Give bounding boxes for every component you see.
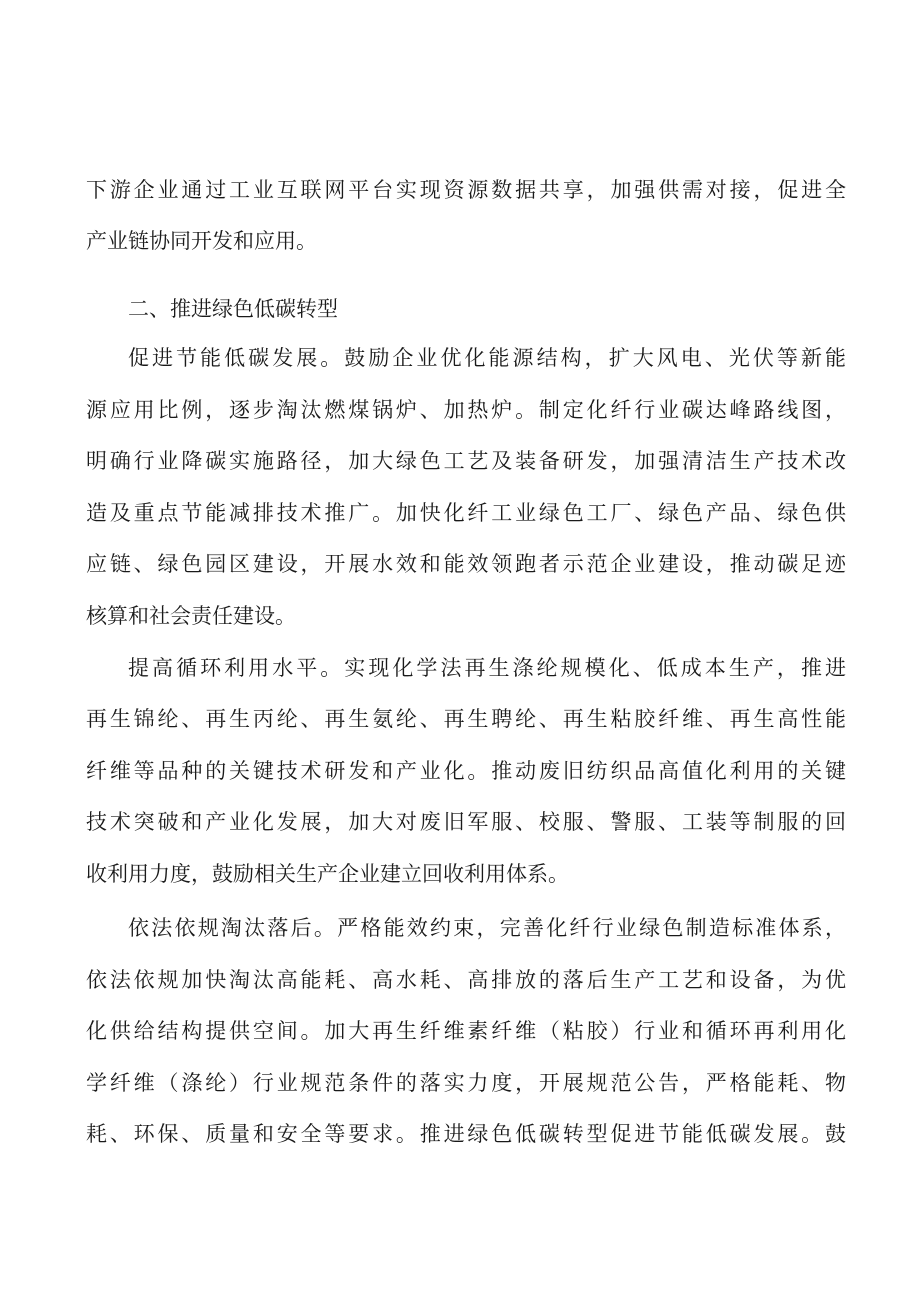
paragraph2-line-5: 收利用力度，鼓励相关生产企业建立回收利用体系。 bbox=[86, 862, 569, 886]
paragraph3-line-5: 耗、环保、质量和安全等要求。推进绿色低碳转型促进节能低碳发展。鼓 bbox=[86, 1122, 846, 1146]
paragraph3-line-4: 学纤维（涤纶）行业规范条件的落实力度，开展规范公告，严格能耗、物 bbox=[86, 1071, 846, 1095]
paragraph3-line-3: 化供给结构提供空间。加大再生纤维素纤维（粘胶）行业和循环再利用化 bbox=[86, 1019, 846, 1043]
paragraph2-line-4: 技术突破和产业化发展，加大对废旧军服、校服、警服、工装等制服的回 bbox=[86, 810, 846, 834]
paragraph1-line-5: 应链、绿色园区建设，开展水效和能效领跑者示范企业建设，推动碳足迹 bbox=[86, 552, 846, 576]
paragraph2-line-1: 提高循环利用水平。实现化学法再生涤纶规模化、低成本生产，推进 bbox=[128, 656, 846, 680]
paragraph1-line-3: 明确行业降碳实施路径，加大绿色工艺及装备研发，加强清洁生产技术改 bbox=[86, 449, 846, 473]
paragraph1-line-2: 源应用比例，逐步淘汰燃煤锅炉、加热炉。制定化纤行业碳达峰路线图， bbox=[86, 398, 846, 422]
intro-line-1: 下游企业通过工业互联网平台实现资源数据共享，加强供需对接，促进全 bbox=[86, 178, 846, 202]
paragraph3-line-1: 依法依规淘汰落后。严格能效约束，完善化纤行业绿色制造标准体系， bbox=[128, 916, 846, 940]
paragraph2-line-2: 再生锦纶、再生丙纶、再生氨纶、再生聘纶、再生粘胶纤维、再生高性能 bbox=[86, 707, 846, 731]
intro-line-2: 产业链协同开发和应用。 bbox=[86, 229, 317, 253]
paragraph3-line-2: 依法依规加快淘汰高能耗、高水耗、高排放的落后生产工艺和设备，为优 bbox=[86, 968, 846, 992]
section-heading: 二、推进绿色低碳转型 bbox=[128, 297, 338, 321]
paragraph1-line-4: 造及重点节能减排技术推广。加快化纤工业绿色工厂、绿色产品、绿色供 bbox=[86, 501, 846, 525]
paragraph2-line-3: 纤维等品种的关键技术研发和产业化。推动废旧纺织品高值化利用的关键 bbox=[86, 759, 846, 783]
paragraph1-line-6: 核算和社会责任建设。 bbox=[86, 604, 296, 628]
paragraph1-line-1: 促进节能低碳发展。鼓励企业优化能源结构，扩大风电、光伏等新能 bbox=[128, 346, 846, 370]
